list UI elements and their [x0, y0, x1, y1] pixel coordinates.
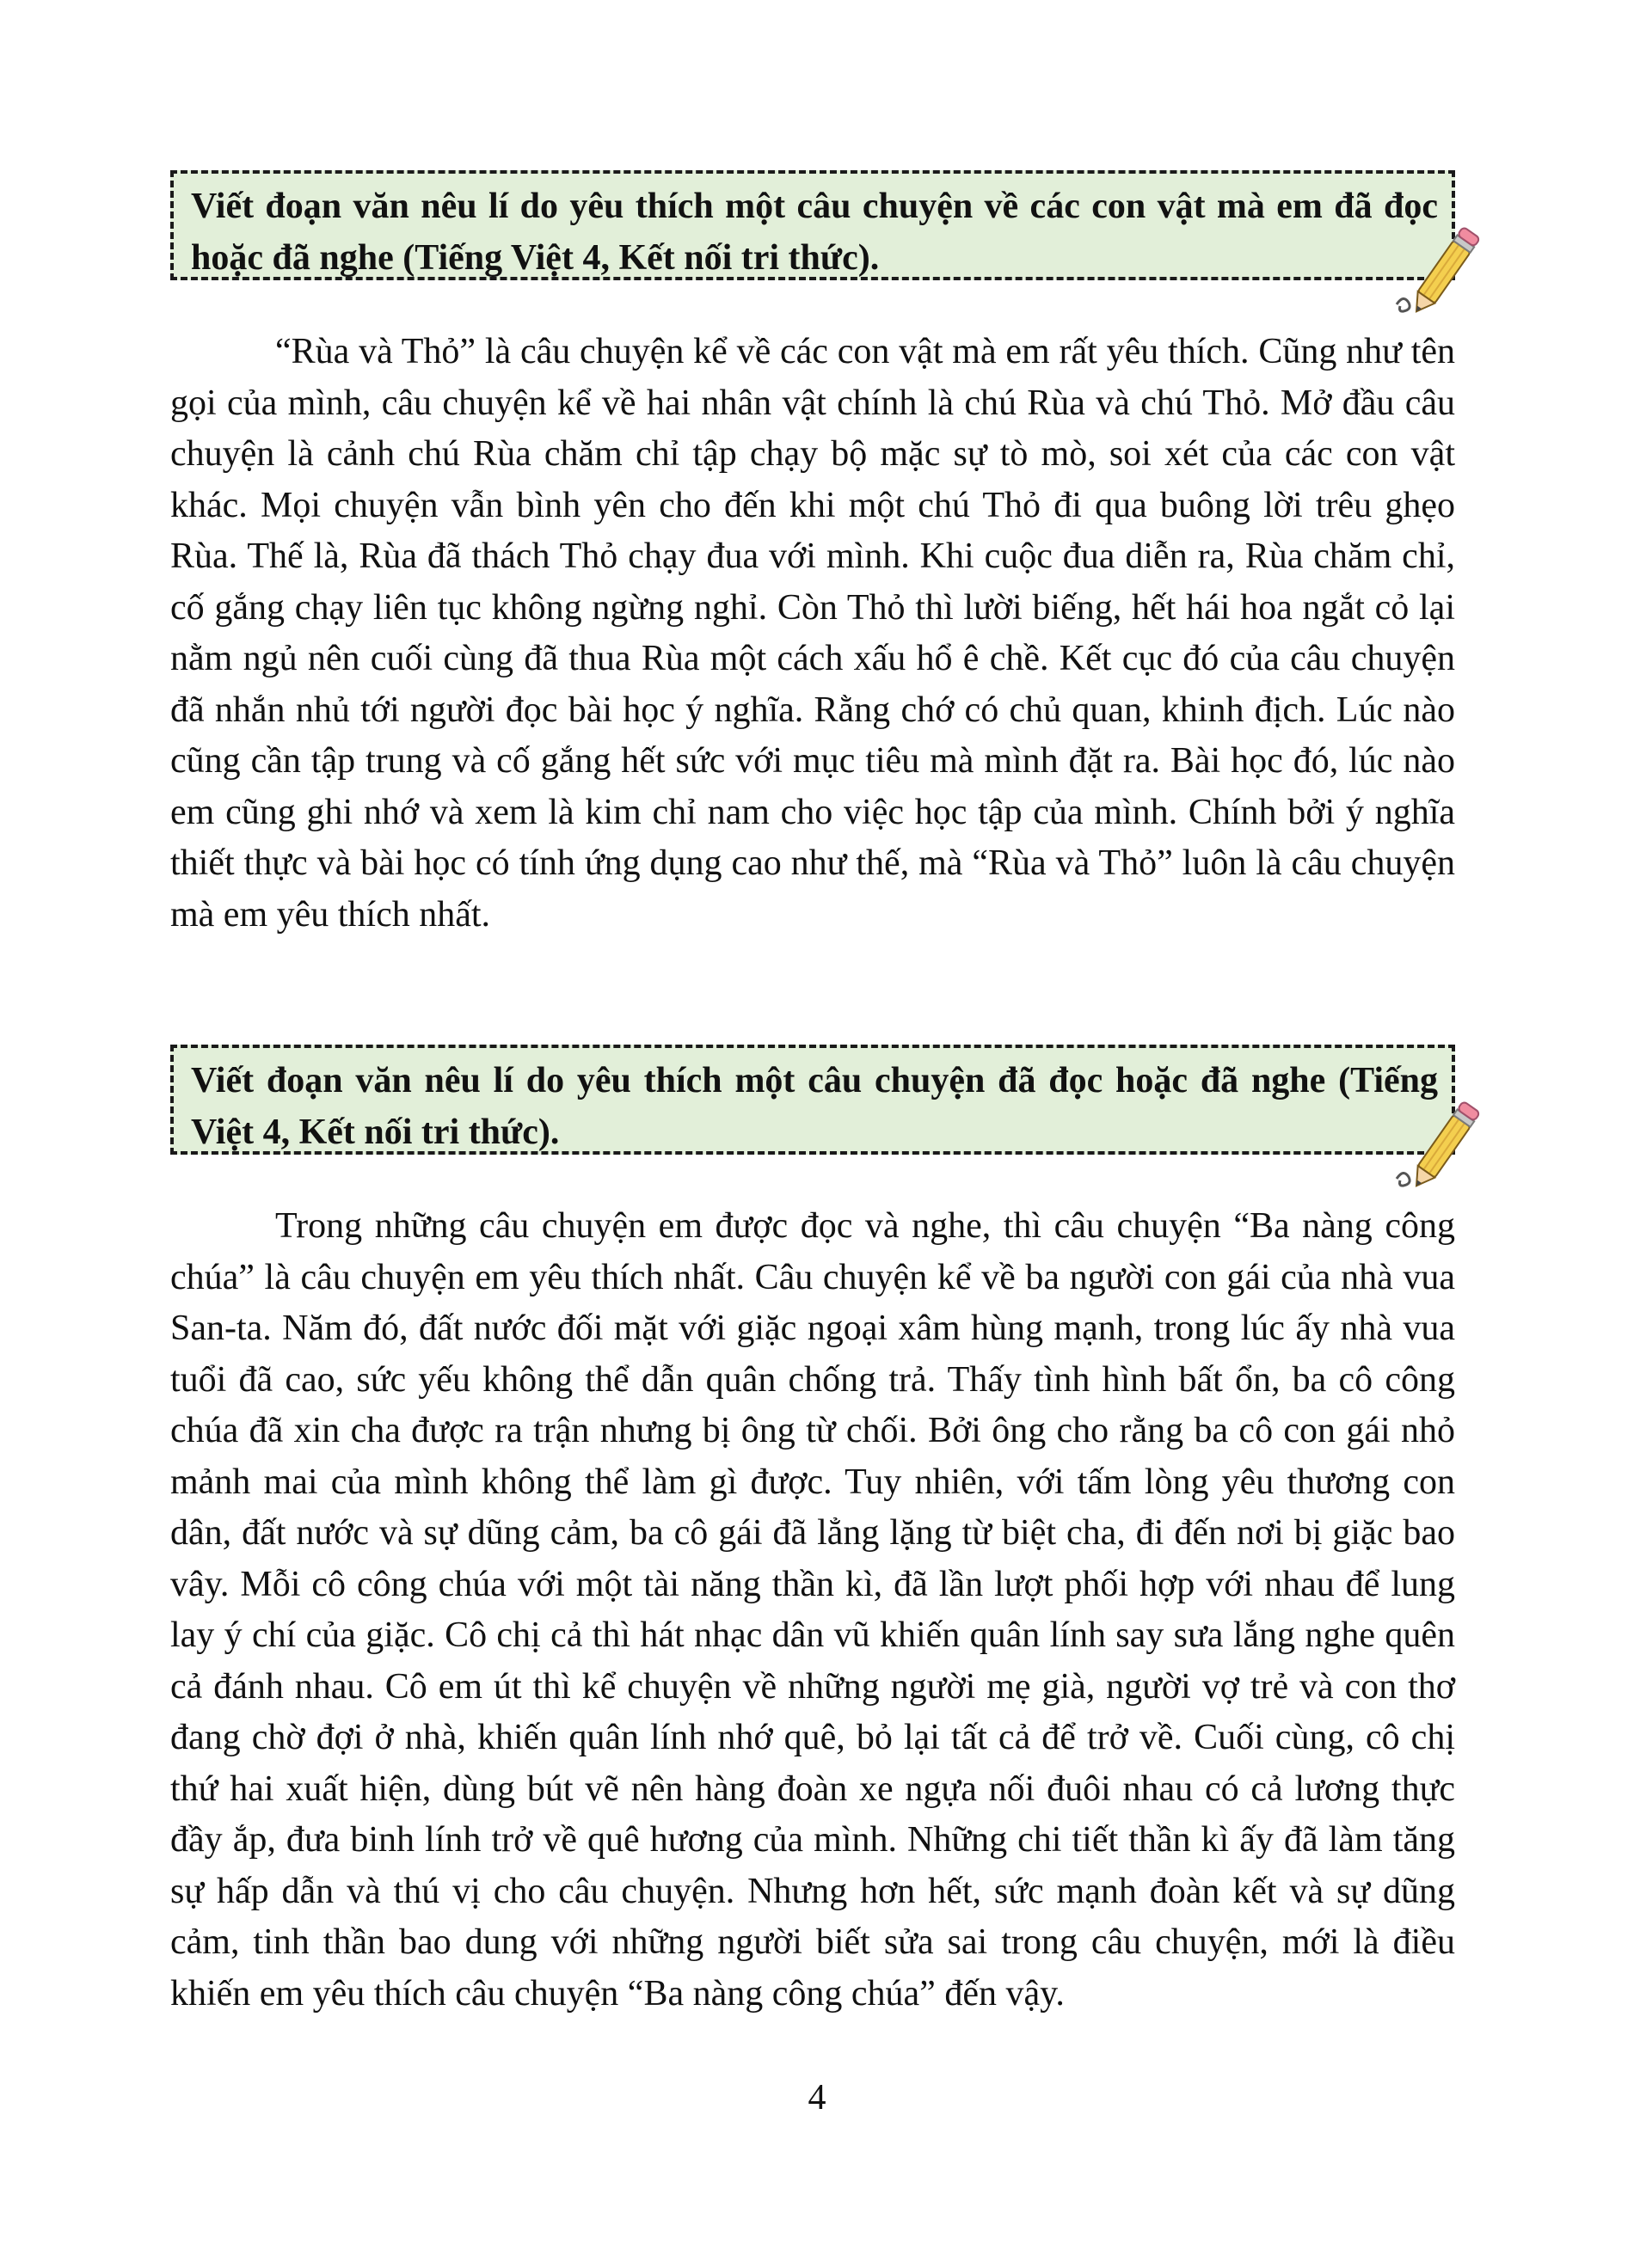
pencil-icon [1391, 222, 1495, 325]
answer-paragraph-2: Trong những câu chuyện em được đọc và nghe, thì câu chuyện “Ba nàng công chúa” là câu chuyện em yêu thích nhất. Câu chuyện kể về ba người con gái của nhà vua San-ta. Năm đó, đất nước đối mặt với giặc ngoại xâm hùng mạnh, trong lúc ấy nhà vua tuổi đã cao, sức yếu không thể dẫn quân chống trả. Thấy tình hình bất ổn, ba cô công chúa đã xin cha được ra trận nhưng bị ông từ chối. Bởi ông cho rằng ba cô con gái nhỏ mảnh mai của mình không thể làm gì được. Tuy nhiên, với tấm lòng yêu thương con dân, đất nước và sự dũng cảm, ba cô gái đã lẳng lặng từ biệt cha, đi đến nơi bị giặc bao vây. Mỗi cô công chúa với một tài năng thần kì, đã lần lượt phối hợp với nhau để lung lay ý chí của giặc. Cô chị cả thì hát nhạc dân vũ khiến quân lính say sưa lắng nghe quên cả đánh nhau. Cô em út thì kể chuyện về những người mẹ già, người vợ trẻ và con thơ đang chờ đợi ở nhà, khiến quân lính nhớ quê, bỏ lại tất cả để trở về. Cuối cùng, cô chị thứ hai xuất hiện, dùng bút vẽ nên hàng đoàn xe ngựa nối đuôi nhau có cả lương thực đầy ắp, đưa binh lính trở về quê hương của mình. Những chi tiết thần kì ấy đã làm tăng sự hấp dẫn và thú vị cho câu chuyện. Nhưng hơn hết, sức mạnh đoàn kết và sự dũng cảm, tinh thần bao dung với những người biết sửa sai trong câu chuyện, mới là điều khiến em yêu thích câu chuyện “Ba nàng công chúa” đến vậy. [170, 1206, 1455, 2014]
task-heading-1 [170, 170, 1455, 280]
task-heading-text: Viết đoạn văn nêu lí do yêu thích một câu chuyện về các con vật mà em đã đọc hoặc đã nghe (Tiếng Việt 4, Kết nối tri thức). [191, 187, 1438, 278]
page-number: 4 [808, 2078, 826, 2118]
answer-paragraph-1: “Rùa và Thỏ” là câu chuyện kể về các con vật mà em rất yêu thích. Cũng như tên gọi của mình, câu chuyện kể về hai nhân vật chính là chú Rùa và chú Thỏ. Mở đầu câu chuyện là cảnh chú Rùa chăm chỉ tập chạy bộ mặc sự tò mò, soi xét của các con vật khác. Mọi chuyện vẫn bình yên cho đến khi một chú Thỏ đi qua buông lời trêu ghẹo Rùa. Thế là, Rùa đã thách Thỏ chạy đua với mình. Khi cuộc đua diễn ra, Rùa chăm chỉ, cố gắng chạy liên tục không ngừng nghỉ. Còn Thỏ thì lười biếng, hết hái hoa ngắt cỏ lại nằm ngủ nên cuối cùng đã thua Rùa một cách xấu hổ ê chề. Kết cục đó của câu chuyện đã nhắn nhủ tới người đọc bài học ý nghĩa. Rằng chớ có chủ quan, khinh địch. Lúc nào cũng cần tập trung và cố gắng hết sức với mục tiêu mà mình đặt ra. Bài học đó, lúc nào em cũng ghi nhớ và xem là kim chỉ nam cho việc học tập của mình. Chính bởi ý nghĩa thiết thực và bài học có tính ứng dụng cao như thế, mà “Rùa và Thỏ” luôn là câu chuyện mà em yêu thích nhất. [170, 332, 1455, 935]
task-heading-text: Viết đoạn văn nêu lí do yêu thích một câu chuyện đã đọc hoặc đã nghe (Tiếng Việt 4, Kết nối tri thức). [191, 1061, 1438, 1152]
task-heading-2 [170, 1045, 1455, 1155]
pencil-icon [1391, 1096, 1495, 1199]
